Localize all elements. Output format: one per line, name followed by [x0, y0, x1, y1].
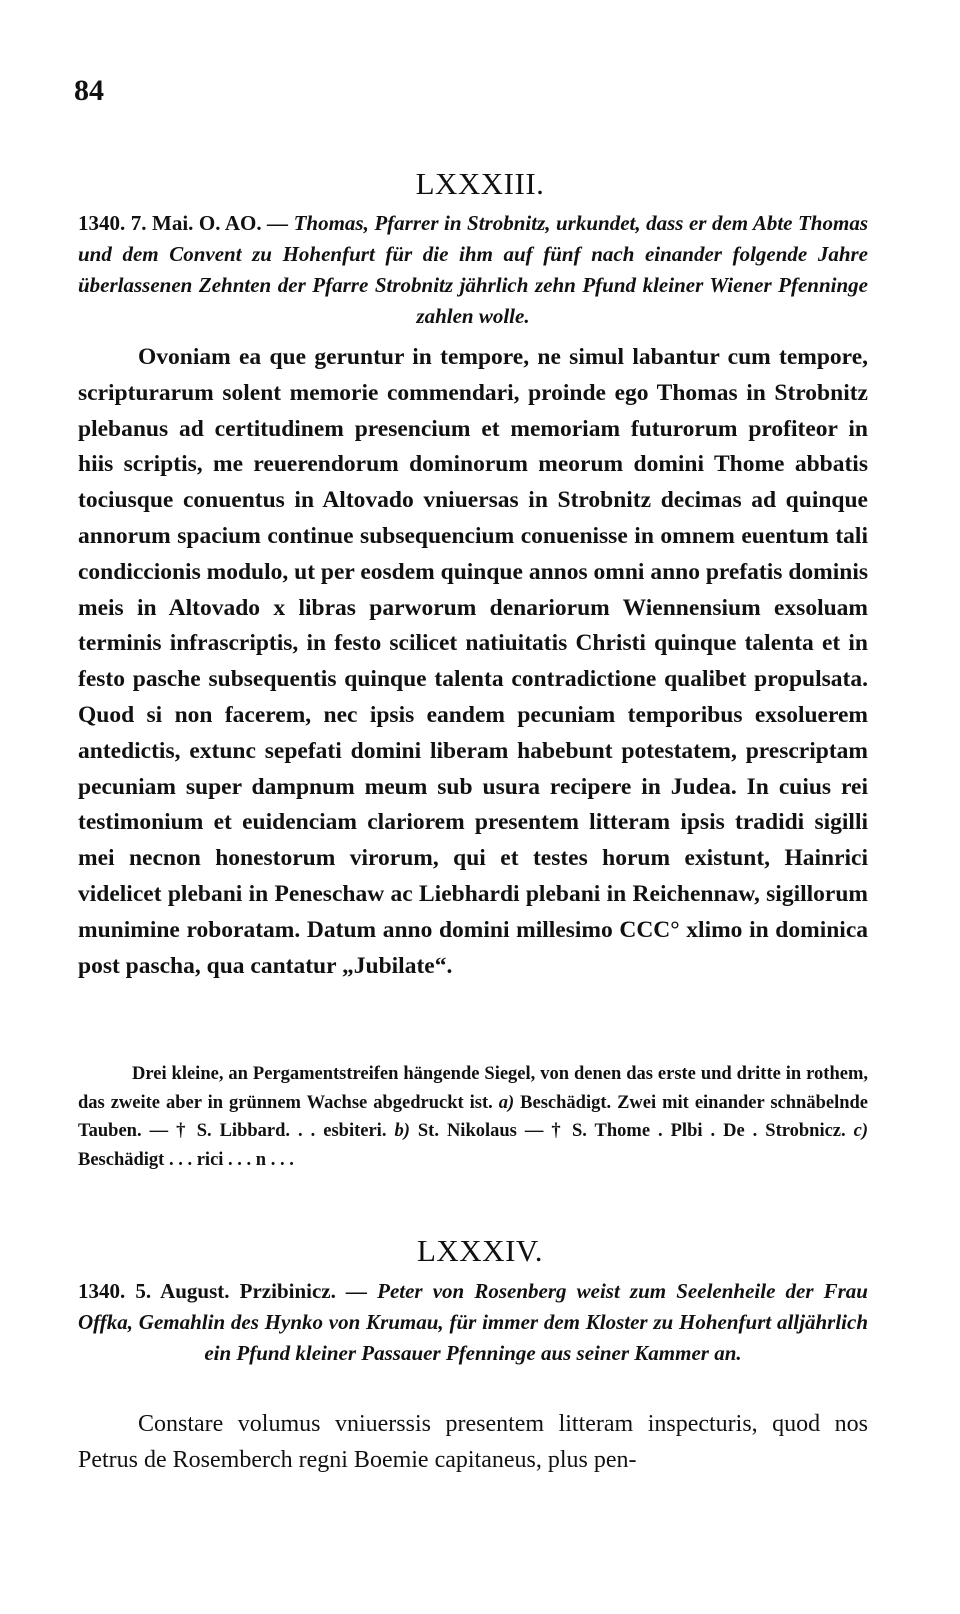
- seal-c-label: c): [853, 1121, 869, 1141]
- regest-date: 1340. 7. Mai. O. AO.: [78, 211, 262, 235]
- seal-c-text: Beschädigt . . . rici . . . n . . .: [78, 1149, 294, 1170]
- regest-date: 1340. 5. August. Przibinicz.: [78, 1279, 336, 1303]
- seal-b-label: b): [394, 1121, 410, 1141]
- regest-lxxxiv: [78, 1276, 868, 1369]
- seal-description: [78, 1060, 868, 1174]
- regest-lxxxiii: [78, 208, 868, 332]
- charter-text-lxxxiv: Constare volumus vniuerssis presentem litteram inspecturis, quod nos Petrus de Rosemberch regni Boemie capitaneus, plus pen-: [78, 1411, 868, 1473]
- page-number: 84: [74, 74, 104, 107]
- regest-summary: — Thomas, Pfarrer in Strobnitz, urkundet, dass er dem Abte Thomas und dem Convent zu Hohenfurt für die ihm auf fünf nach einander folgende Jahre überlassenen Zehnten der Pfarre Strobnitz jährlich zehn Pfund kleiner Wiener Pfenninge zahlen wolle.: [78, 211, 868, 328]
- seal-b-text: St. Nikolaus — † S. Thome . Plbi . De . Strobnicz.: [417, 1121, 846, 1141]
- document-heading-lxxxiv: LXXXIV.: [416, 1233, 544, 1268]
- charter-text-lxxxiii: Ovoniam ea que geruntur in tempore, ne simul labantur cum tempore, scripturarum solent memorie commendari, proinde ego Thomas in Strobnitz plebanus ad certitudinem presencium et memoriam futurorum profiteor in hiis scriptis, me reuerendorum dominorum meorum domini Thome abbatis tociusque conuentus in Altovado vniuersas in Strobnitz decimas ad quinque annorum spacium continue subsequencium conuenisse in omnem euentum tali condiccionis modulo, ut per eosdem quinque annos omni anno prefatis dominis meis in Altovado x libras parworum denariorum Wiennensium exsoluam terminis infrascriptis, in festo scilicet natiuitatis Christi quinque talenta et in festo pasche subsequentis quinque talenta contradictione qualibet propulsata. Quod si non facerem, nec ipsis eandem pecuniam temporibus exsoluerem antedictis, extunc sepefati domini liberam habebunt potestatem, prescriptam pecuniam super dampnum meum sub usura recipere in Judea. In cuius rei testimonium et euidenciam clariorem presentem litteram ipsis tradidi sigilli mei necnon honestorum virorum, qui et testes horum existunt, Hainrici videlicet plebani in Peneschaw ac Liebhardi plebani in Reichennaw, sigillorum munimine roboratam. Datum anno domini millesimo CCC° xlimo in dominica post pascha, qua cantatur „Jubilate“.: [78, 344, 868, 979]
- document-heading-lxxxiii: LXXXIII.: [415, 166, 545, 201]
- seal-a-label: a): [498, 1092, 515, 1113]
- seal-a-text: Beschädigt. Zwei mit einander schnäbelnde Tauben. — † S. Libbard. . . esbiteri.: [78, 1092, 869, 1141]
- regest-summary: — Peter von Rosenberg weist zum Seelenheile der Frau Offka, Gemahlin des Hynko von Krumau, für immer dem Kloster zu Hohenfurt alljährlich ein Pfund kleiner Passauer Pfenninge aus seiner Kammer an.: [78, 1279, 868, 1365]
- seal-intro: Drei kleine, an Pergamentstreifen hängende Siegel, von denen das erste und dritte in rothem, das zweite aber in grünnem Wachse abgedruckt ist.: [78, 1064, 868, 1113]
